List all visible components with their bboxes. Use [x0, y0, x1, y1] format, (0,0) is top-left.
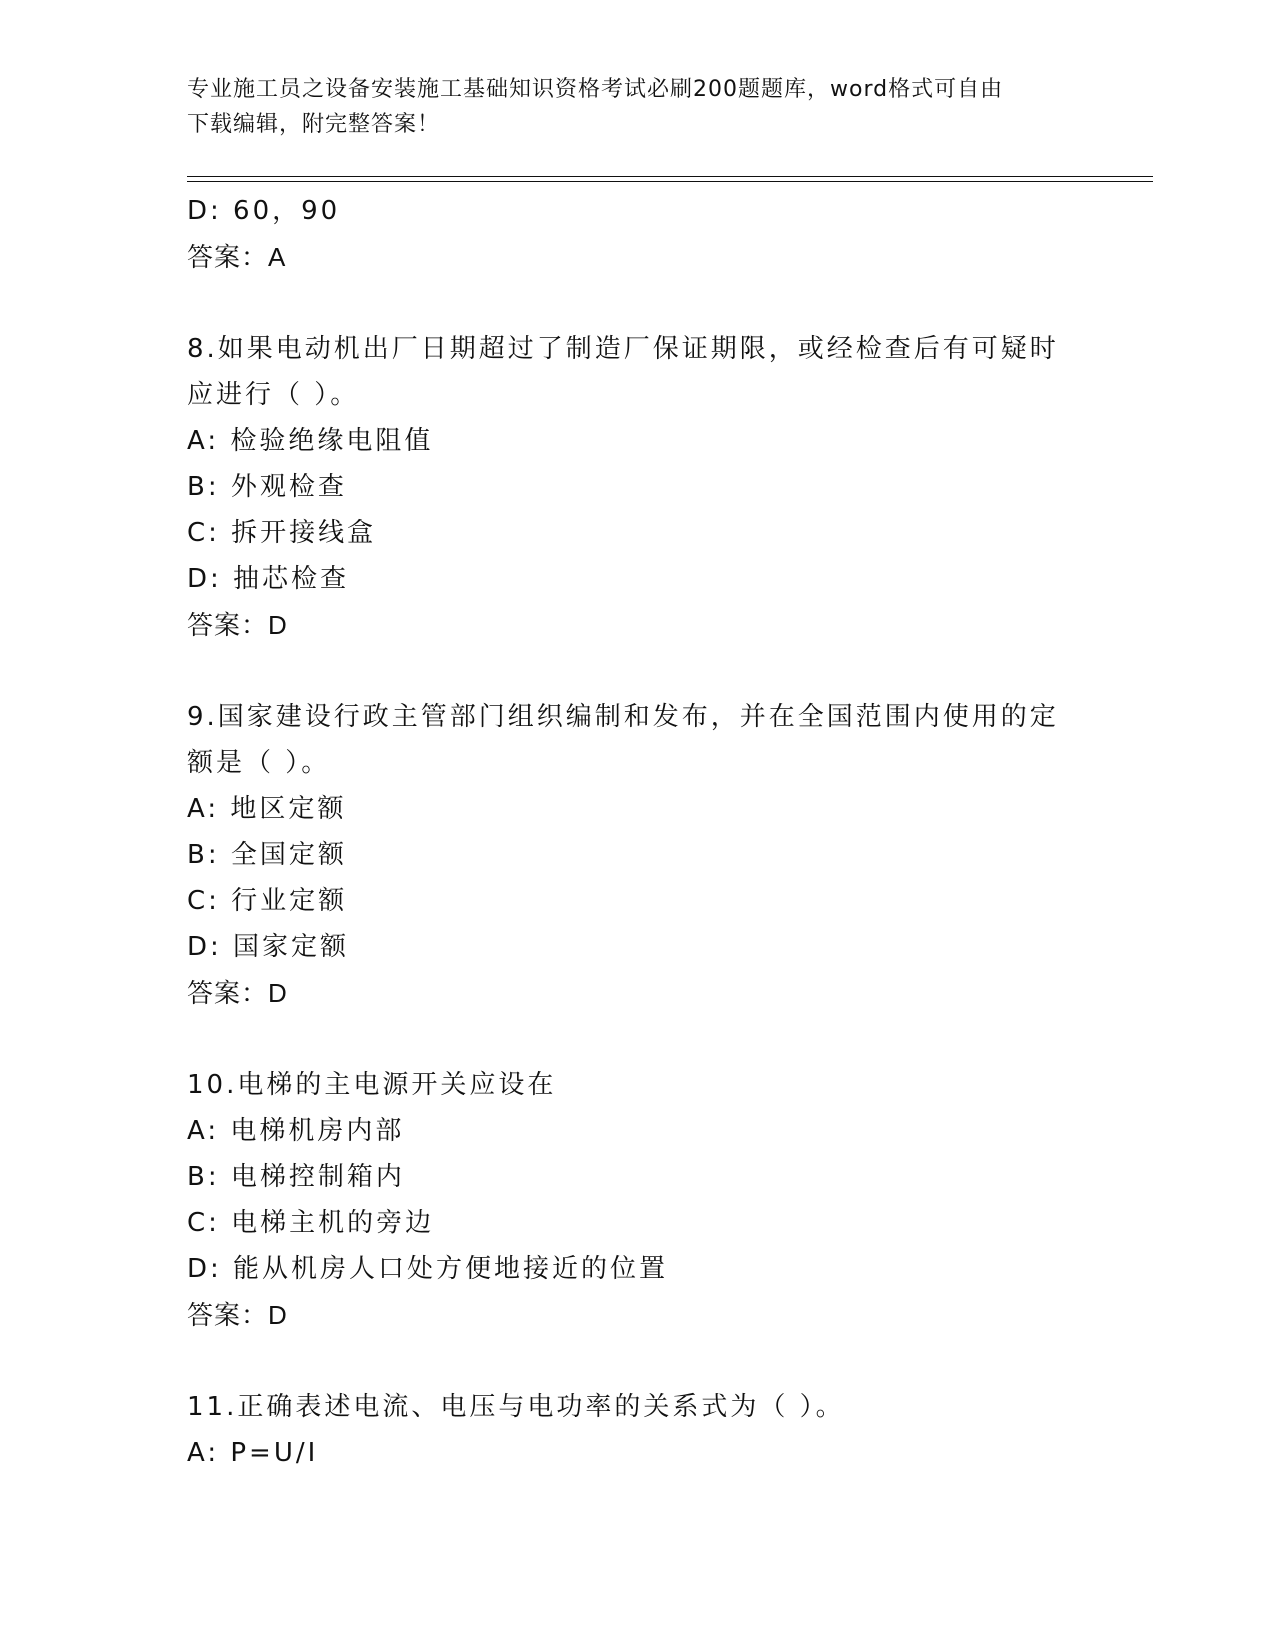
question-8 — [187, 326, 1087, 648]
q8-option-b: B: 外观检查 — [187, 472, 347, 502]
document-header — [187, 72, 1087, 142]
question-10 — [187, 1062, 1087, 1338]
q8-option-d: D: 抽芯检查 — [187, 564, 350, 594]
q9-option-d: D: 国家定额 — [187, 932, 350, 962]
q9-stem-line1: 9.国家建设行政主管部门组织编制和发布，并在全国范围内使用的定 — [187, 702, 1059, 732]
header-title-line2: 下载编辑，附完整答案！ — [187, 112, 441, 137]
q8-option-a: A: 检验绝缘电阻值 — [187, 426, 434, 456]
q7-option-d: D: 60，90 — [187, 196, 341, 226]
q10-option-c: C: 电梯主机的旁边 — [187, 1208, 435, 1238]
header-title-line1: 专业施工员之设备安装施工基础知识资格考试必刷200题题库，word格式可自由 — [187, 77, 1004, 102]
q10-option-a: A: 电梯机房内部 — [187, 1116, 405, 1146]
question-11 — [187, 1384, 1087, 1476]
q9-answer: 答案：D — [187, 978, 288, 1008]
q9-option-c: C: 行业定额 — [187, 886, 348, 916]
q10-option-d: D: 能从机房人口处方便地接近的位置 — [187, 1254, 669, 1284]
q9-option-a: A: 地区定额 — [187, 794, 347, 824]
q10-option-b: B: 电梯控制箱内 — [187, 1162, 405, 1192]
q8-stem-line2: 应进行（ ）。 — [187, 380, 360, 410]
q10-stem: 10.电梯的主电源开关应设在 — [187, 1070, 557, 1100]
question-list — [187, 188, 1087, 1476]
header-divider-top — [187, 176, 1153, 177]
q8-stem-line1: 8.如果电动机出厂日期超过了制造厂保证期限，或经检查后有可疑时 — [187, 334, 1059, 364]
q8-option-c: C: 拆开接线盒 — [187, 518, 377, 548]
question-7-tail — [187, 188, 1087, 280]
q11-option-a: A: P=U/I — [187, 1438, 319, 1468]
q9-stem-line2: 额是（ ）。 — [187, 748, 331, 778]
header-divider-bottom — [187, 181, 1153, 182]
q11-stem: 11.正确表述电流、电压与电功率的关系式为（ ）。 — [187, 1392, 845, 1422]
q9-option-b: B: 全国定额 — [187, 840, 347, 870]
q8-answer: 答案：D — [187, 610, 288, 640]
q10-answer: 答案：D — [187, 1300, 288, 1330]
question-9 — [187, 694, 1087, 1016]
q7-answer: 答案：A — [187, 242, 287, 272]
